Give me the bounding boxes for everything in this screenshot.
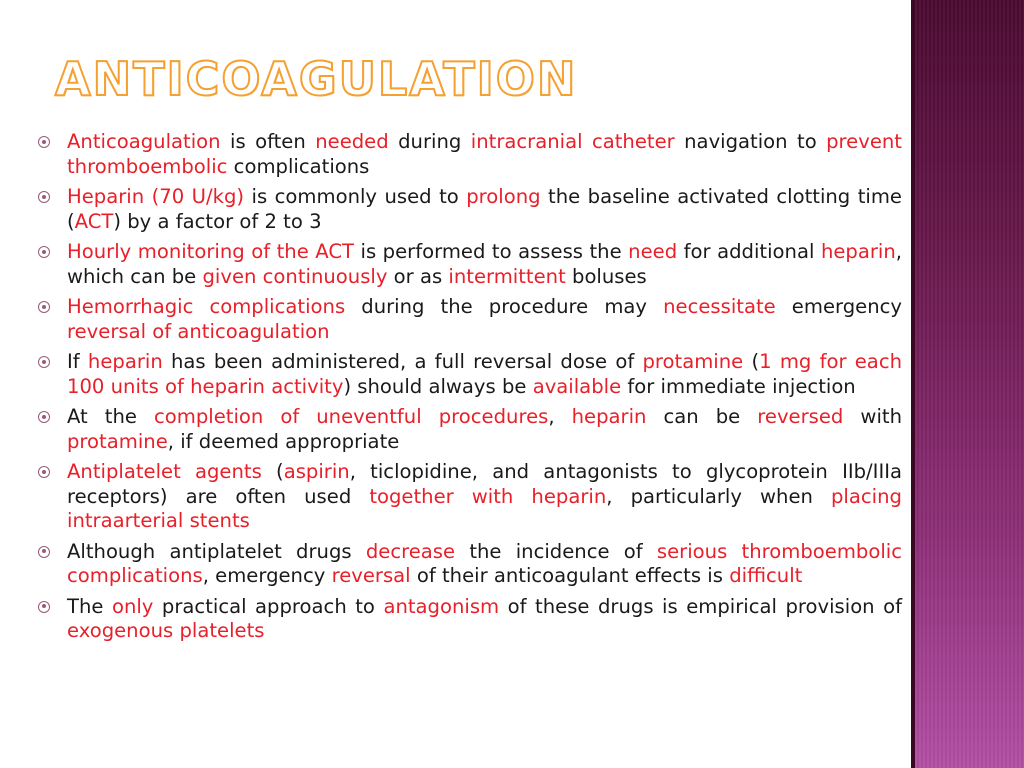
- highlighted-text: prevent thromboembolic: [67, 130, 902, 178]
- bullet-item: [38, 405, 902, 454]
- highlighted-text: Hourly monitoring of the ACT: [67, 240, 354, 263]
- highlighted-text: needed: [315, 130, 389, 153]
- highlighted-text: given continuously: [202, 264, 388, 288]
- body-text: emergency: [775, 295, 902, 318]
- highlighted-text: serious thromboembolic complications: [67, 539, 902, 587]
- bullet-circle-icon: [38, 411, 50, 423]
- body-text: ,: [548, 405, 572, 428]
- bullet-item: [38, 350, 902, 399]
- body-text: practical approach to: [153, 594, 384, 618]
- highlighted-text: reversal: [331, 564, 411, 587]
- highlighted-text: heparin: [820, 240, 896, 263]
- bullet-circle-icon: [38, 136, 50, 148]
- body-text: The: [67, 594, 112, 618]
- highlighted-text: aspirin: [283, 460, 350, 483]
- highlighted-text: heparin: [87, 350, 163, 373]
- highlighted-text: protamine: [67, 429, 168, 453]
- highlighted-text: 1 mg for each 100 units of heparin activity: [67, 350, 903, 398]
- highlighted-text: only: [111, 594, 154, 618]
- highlighted-text: Heparin (70 U/kg): [67, 185, 245, 208]
- body-text: of these drugs is empirical provision of: [499, 594, 902, 618]
- body-text: , particularly when: [606, 484, 831, 508]
- highlighted-text: need: [628, 240, 678, 263]
- highlighted-text: reversed: [757, 405, 844, 428]
- body-text: , if deemed appropriate: [167, 429, 400, 453]
- bullet-item: [38, 240, 902, 289]
- body-text: , which can be: [67, 240, 903, 288]
- bullet-circle-icon: [38, 191, 50, 203]
- body-text: complications: [227, 154, 370, 178]
- body-text: is performed to assess the: [354, 240, 629, 263]
- bullet-circle-icon: [38, 601, 50, 613]
- body-text: ) by a factor of 2 to 3: [113, 209, 322, 233]
- body-text: boluses: [565, 264, 647, 288]
- highlighted-text: ACT: [74, 209, 114, 233]
- bullet-item: [38, 460, 902, 534]
- bullet-circle-icon: [38, 301, 50, 313]
- body-text: navigation to: [674, 130, 827, 153]
- highlighted-text: available: [532, 374, 622, 398]
- highlighted-text: Hemorrhagic complications: [67, 295, 346, 318]
- body-text: At the: [67, 405, 154, 428]
- body-text: If: [67, 350, 88, 373]
- highlighted-text: heparin: [571, 405, 647, 428]
- bullet-item: [38, 295, 902, 344]
- bullet-circle-icon: [38, 466, 50, 478]
- body-text: (: [743, 350, 760, 373]
- highlighted-text: Antiplatelet agents: [67, 460, 262, 483]
- highlighted-text: necessitate: [663, 295, 776, 318]
- highlighted-text: protamine: [642, 350, 744, 373]
- body-text: Although antiplatelet drugs: [67, 539, 366, 563]
- bullet-circle-icon: [38, 246, 50, 258]
- highlighted-text: intracranial catheter: [470, 130, 675, 153]
- body-text: , ticlopidine, and antagonists to glycoprotein IIb/IIIa receptors) are often used: [67, 460, 903, 508]
- body-text: , emergency: [202, 564, 332, 587]
- body-text: during: [388, 130, 471, 153]
- body-text: ) should always be: [343, 374, 533, 398]
- body-text: or as: [387, 264, 449, 288]
- highlighted-text: together with heparin: [369, 484, 607, 508]
- bullet-list: [38, 130, 902, 650]
- body-text: (: [261, 460, 284, 483]
- bullet-item: [38, 540, 902, 589]
- highlighted-text: decrease: [365, 539, 456, 563]
- decorative-side-bar: [911, 0, 1024, 768]
- bullet-circle-icon: [38, 356, 50, 368]
- body-text: with: [843, 405, 902, 428]
- body-text: of their anticoagulant effects is: [410, 564, 730, 587]
- bullet-circle-icon: [38, 546, 50, 558]
- highlighted-text: placing intraarterial stents: [67, 484, 902, 532]
- bullet-item: [38, 185, 902, 234]
- highlighted-text: reversal of anticoagulation: [67, 319, 330, 343]
- bullet-item: [38, 130, 902, 179]
- bullet-item: [38, 595, 902, 644]
- body-text: can be: [646, 405, 758, 428]
- body-text: the incidence of: [455, 539, 657, 563]
- highlighted-text: Anticoagulation: [67, 130, 221, 153]
- body-text: is often: [220, 130, 316, 153]
- slide-title: ANTICOAGULATION: [55, 52, 578, 106]
- highlighted-text: difficult: [729, 564, 803, 587]
- body-text: is commonly used to: [244, 185, 467, 208]
- body-text: during the procedure may: [345, 295, 664, 318]
- highlighted-text: intermittent: [448, 264, 566, 288]
- body-text: for immediate injection: [621, 374, 856, 398]
- body-text: has been administered, a full reversal dose of: [162, 350, 643, 373]
- highlighted-text: exogenous platelets: [67, 619, 265, 642]
- highlighted-text: completion of uneventful procedures: [153, 405, 549, 428]
- highlighted-text: prolong: [466, 185, 541, 208]
- body-text: for additional: [677, 240, 821, 263]
- body-text: the baseline activated clotting time (: [67, 185, 902, 233]
- highlighted-text: antagonism: [383, 594, 500, 618]
